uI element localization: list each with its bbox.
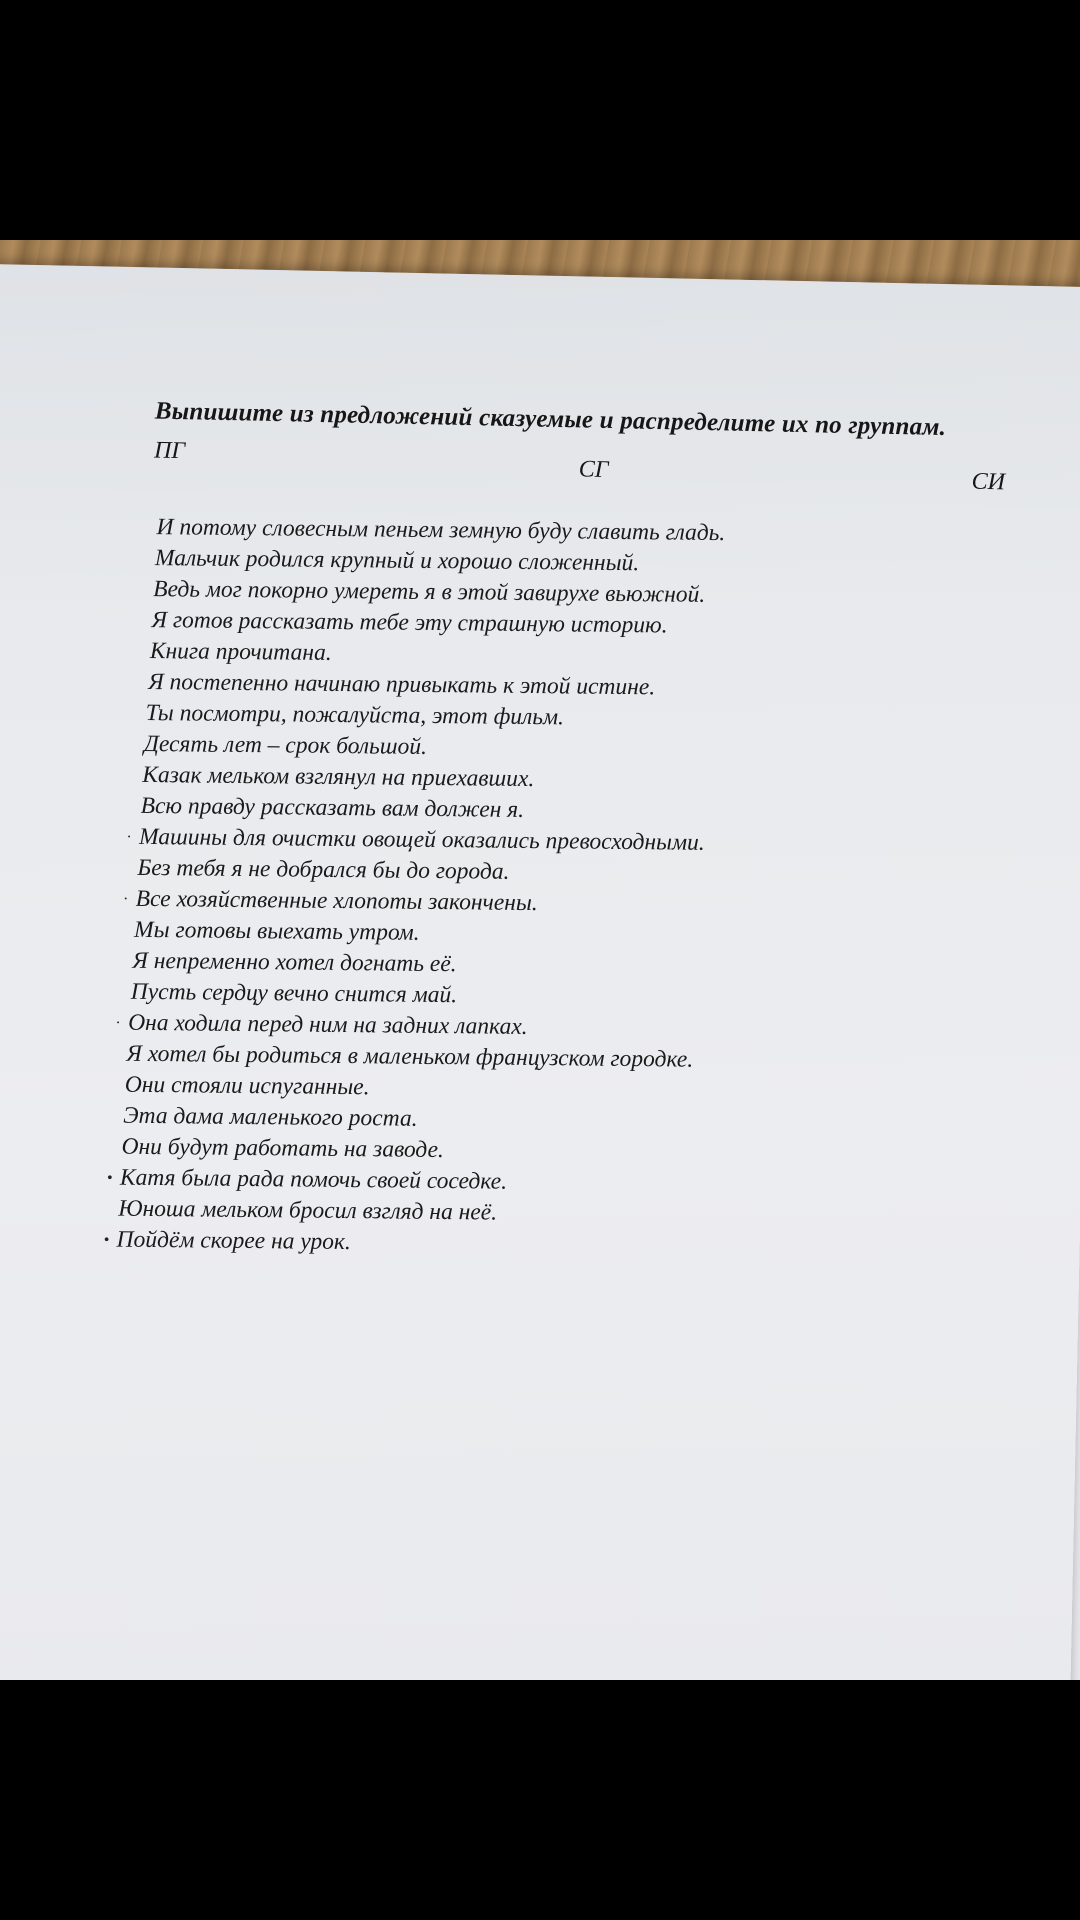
bullet-mark: · [126,828,132,846]
bullet-mark: • [106,1169,113,1187]
sentence-text: Ведь мог покорно умереть я в этой завирухе вьюжной. [152,576,706,608]
sentence-text: Мы готовы выехать утром. [133,916,420,946]
bullet-mark: · [115,1014,122,1032]
worksheet-content [103,397,1035,1269]
sentence-text: Мальчик родился крупный и хорошо сложенный. [154,545,640,577]
paper-sheet [0,264,1080,1680]
sentence-text: Юноша мельком бросил взгляд на неё. [117,1195,497,1226]
sentence-text: Без тебя я не добрался бы до города. [137,854,510,885]
sentence-text: Все хозяйственные хлопоты закончены. [135,885,538,917]
sentence-text: Ты посмотри, пожалуйста, этот фильм. [145,699,565,731]
bullet-mark: • [103,1231,110,1249]
sentence-text: Эта дама маленького роста. [123,1102,418,1132]
sentence-text: Книга прочитана. [149,638,332,666]
sentence-text: Пусть сердцу вечно снится май. [130,978,457,1009]
sentence-list [103,507,1032,1269]
sentence-text: Казак мельком взглянул на приехавших. [142,761,535,793]
sentence-text: Катя была рада помочь своей соседке. [119,1164,508,1195]
column-header-pg: ПГ [153,437,186,465]
column-header-si: СИ [971,468,1006,496]
sentence-text: Я постепенно начинаю привыкать к этой истине. [147,669,655,701]
sentence-text: Я непременно хотел догнать её. [131,947,457,978]
sentence-text: Десять лет – срок большой. [144,730,428,760]
worksheet-title: Выпишите из предложений сказуемые и распределите их по группам. [154,397,947,442]
sentence-text: И потому словесным пеньем земную буду славить гладь. [156,514,726,547]
sentence-text: Они стояли испуганные. [124,1071,370,1101]
sentence-text: Я готов рассказать тебе эту страшную историю. [151,607,668,639]
photo-area [0,240,1080,1680]
bullet-mark: · [122,890,129,908]
sentence-text: Всю правду рассказать вам должен я. [140,792,525,823]
sentence-text: Пойдём скорее на урок. [116,1226,351,1256]
sentence-text: Я хотел бы родиться в маленьком французском городке. [126,1040,694,1073]
column-header-sg: СГ [578,456,609,483]
sentence-text: Они будут работать на заводе. [121,1133,444,1164]
sentence-text: Машины для очистки овощей оказались превосходными. [138,823,705,856]
sentence-text: Она ходила перед ним на задних лапках. [128,1009,529,1040]
